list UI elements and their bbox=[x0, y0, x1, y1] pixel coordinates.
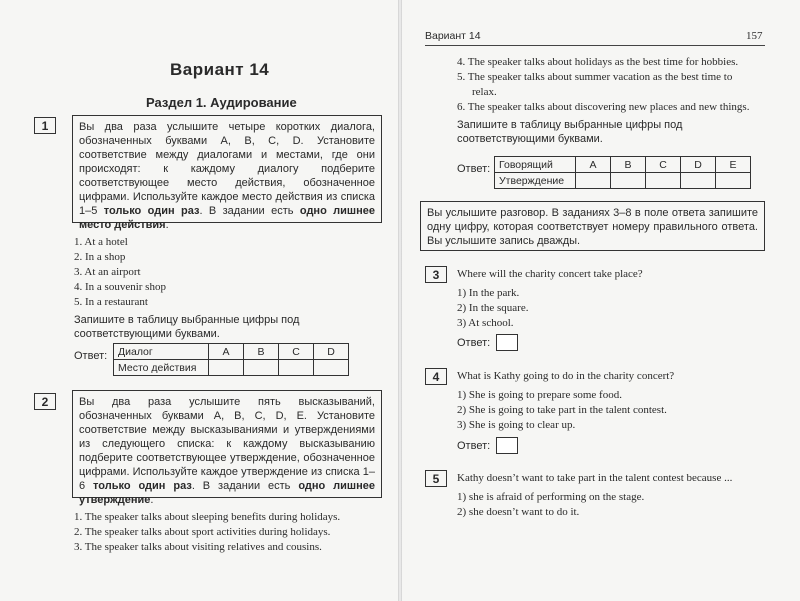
task2-option: 4. The speaker talks about holidays as the best time for hobbies. bbox=[457, 56, 739, 68]
answer-label: Ответ: bbox=[457, 337, 491, 349]
task1-write-instruction: Запишите в таблицу выбранные цифры под соответствующими буквами. bbox=[74, 314, 300, 340]
task5-option: 2) she doesn’t want to do it. bbox=[457, 506, 580, 518]
section-title: Раздел 1. Аудирование bbox=[146, 95, 297, 110]
task4-option: 1) She is going to prepare some food. bbox=[457, 389, 622, 401]
letter-cell: A bbox=[209, 344, 244, 360]
task2-option: 3. The speaker talks about visiting relatives and cousins. bbox=[74, 541, 322, 553]
task4-answer-box[interactable] bbox=[496, 437, 518, 454]
task1-instructions bbox=[72, 115, 382, 231]
task5-option: 1) she is afraid of performing on the stage. bbox=[457, 491, 645, 503]
letter-cell: D bbox=[681, 157, 716, 173]
task-number: 1 bbox=[34, 117, 56, 134]
dialog-label: Диалог bbox=[114, 344, 209, 360]
task4-option: 2) She is going to take part in the talent contest. bbox=[457, 404, 667, 416]
answer-label: Ответ: bbox=[74, 350, 108, 362]
task2-write-instruction: Запишите в таблицу выбранные цифры под соответствующими буквами. bbox=[457, 119, 683, 145]
task-number: 2 bbox=[34, 393, 56, 410]
answer-cell[interactable] bbox=[681, 173, 716, 189]
task1-option: 2. In a shop bbox=[74, 251, 126, 263]
letter-cell: E bbox=[716, 157, 751, 173]
task1-answer-table bbox=[113, 343, 349, 376]
task2-option: 2. The speaker talks about sport activities during holidays. bbox=[74, 526, 331, 538]
task4-option: 3) She is going to clear up. bbox=[457, 419, 576, 431]
running-header: Вариант 14 bbox=[425, 30, 481, 42]
task1-end: . bbox=[165, 219, 169, 231]
answer-label: Ответ: bbox=[457, 440, 491, 452]
task1-option: 5. In a restaurant bbox=[74, 296, 148, 308]
task2-intro: Вы два раза услышите пять высказываний, обозначенных буквами A, B, C, D, E. Установите соответствие между высказываниями и утверждениями из следующего списка: к каждому высказыванию подберите соответствующее утверждение, обозначенное цифрами. Используйте каждое утверждение из списка 1–6 bbox=[79, 396, 375, 492]
letter-cell: B bbox=[244, 344, 279, 360]
page-number: 157 bbox=[746, 30, 763, 42]
letter-cell: C bbox=[646, 157, 681, 173]
task2-instructions bbox=[72, 390, 382, 506]
statement-label: Утверждение bbox=[495, 173, 576, 189]
task2-option: 6. The speaker talks about discovering new places and new things. bbox=[457, 101, 750, 113]
place-label: Место действия bbox=[114, 360, 209, 376]
answer-cell[interactable] bbox=[646, 173, 681, 189]
task3-option: 2) In the square. bbox=[457, 302, 529, 314]
task1-bold2: одно лишнее место действия bbox=[79, 205, 375, 231]
header-rule bbox=[425, 45, 765, 46]
letter-cell: B bbox=[611, 157, 646, 173]
answer-cell[interactable] bbox=[279, 360, 314, 376]
task2-end: . bbox=[150, 494, 154, 506]
task2-option: 5. The speaker talks about summer vacation as the best time to bbox=[457, 71, 733, 83]
task2-option: 1. The speaker talks about sleeping benefits during holidays. bbox=[74, 511, 341, 523]
task-number: 5 bbox=[425, 470, 447, 487]
task1-bold1: только один раз bbox=[103, 205, 200, 217]
task1-option: 1. At a hotel bbox=[74, 236, 128, 248]
letter-cell: A bbox=[576, 157, 611, 173]
task2-bold1: только один раз bbox=[93, 480, 192, 492]
task2-answer-table bbox=[494, 156, 751, 189]
task3-option: 3) At school. bbox=[457, 317, 514, 329]
task5-question: Kathy doesn’t want to take part in the talent contest because ... bbox=[457, 472, 733, 484]
task3-option: 1) In the park. bbox=[457, 287, 520, 299]
task3-question: Where will the charity concert take place? bbox=[457, 268, 643, 280]
answer-cell[interactable] bbox=[611, 173, 646, 189]
answer-label: Ответ: bbox=[457, 163, 491, 175]
task1-intro: Вы два раза услышите четыре коротких диалога, обозначенных буквами A, B, C, D. Установите соответствие между диалогами и местами, где они происходят: к каждому диалогу подберите соответствующее место действия, обозначенное цифрами. Используйте каждое место действия из списка 1–5 bbox=[79, 121, 375, 217]
task2-mid: . В задании есть bbox=[191, 480, 299, 492]
speaker-label: Говорящий bbox=[495, 157, 576, 173]
info-box: Вы услышите разговор. В заданиях 3–8 в поле ответа запишите одну цифру, которая соответствует номеру правильного ответа. Вы услышите запись дважды. bbox=[420, 201, 765, 251]
letter-cell: D bbox=[314, 344, 349, 360]
task1-mid: . В задании есть bbox=[199, 205, 300, 217]
task4-question: What is Kathy going to do in the charity concert? bbox=[457, 370, 675, 382]
task2-bold2: одно лишнее утверждение bbox=[79, 480, 375, 506]
answer-cell[interactable] bbox=[576, 173, 611, 189]
answer-cell[interactable] bbox=[209, 360, 244, 376]
task-number: 3 bbox=[425, 266, 447, 283]
book-gutter bbox=[398, 0, 402, 601]
task3-answer-box[interactable] bbox=[496, 334, 518, 351]
task1-option: 4. In a souvenir shop bbox=[74, 281, 166, 293]
task2-option-continued: relax. bbox=[472, 86, 497, 98]
answer-cell[interactable] bbox=[244, 360, 279, 376]
task1-option: 3. At an airport bbox=[74, 266, 141, 278]
answer-cell[interactable] bbox=[314, 360, 349, 376]
variant-title: Вариант 14 bbox=[170, 60, 270, 79]
answer-cell[interactable] bbox=[716, 173, 751, 189]
task-number: 4 bbox=[425, 368, 447, 385]
letter-cell: C bbox=[279, 344, 314, 360]
